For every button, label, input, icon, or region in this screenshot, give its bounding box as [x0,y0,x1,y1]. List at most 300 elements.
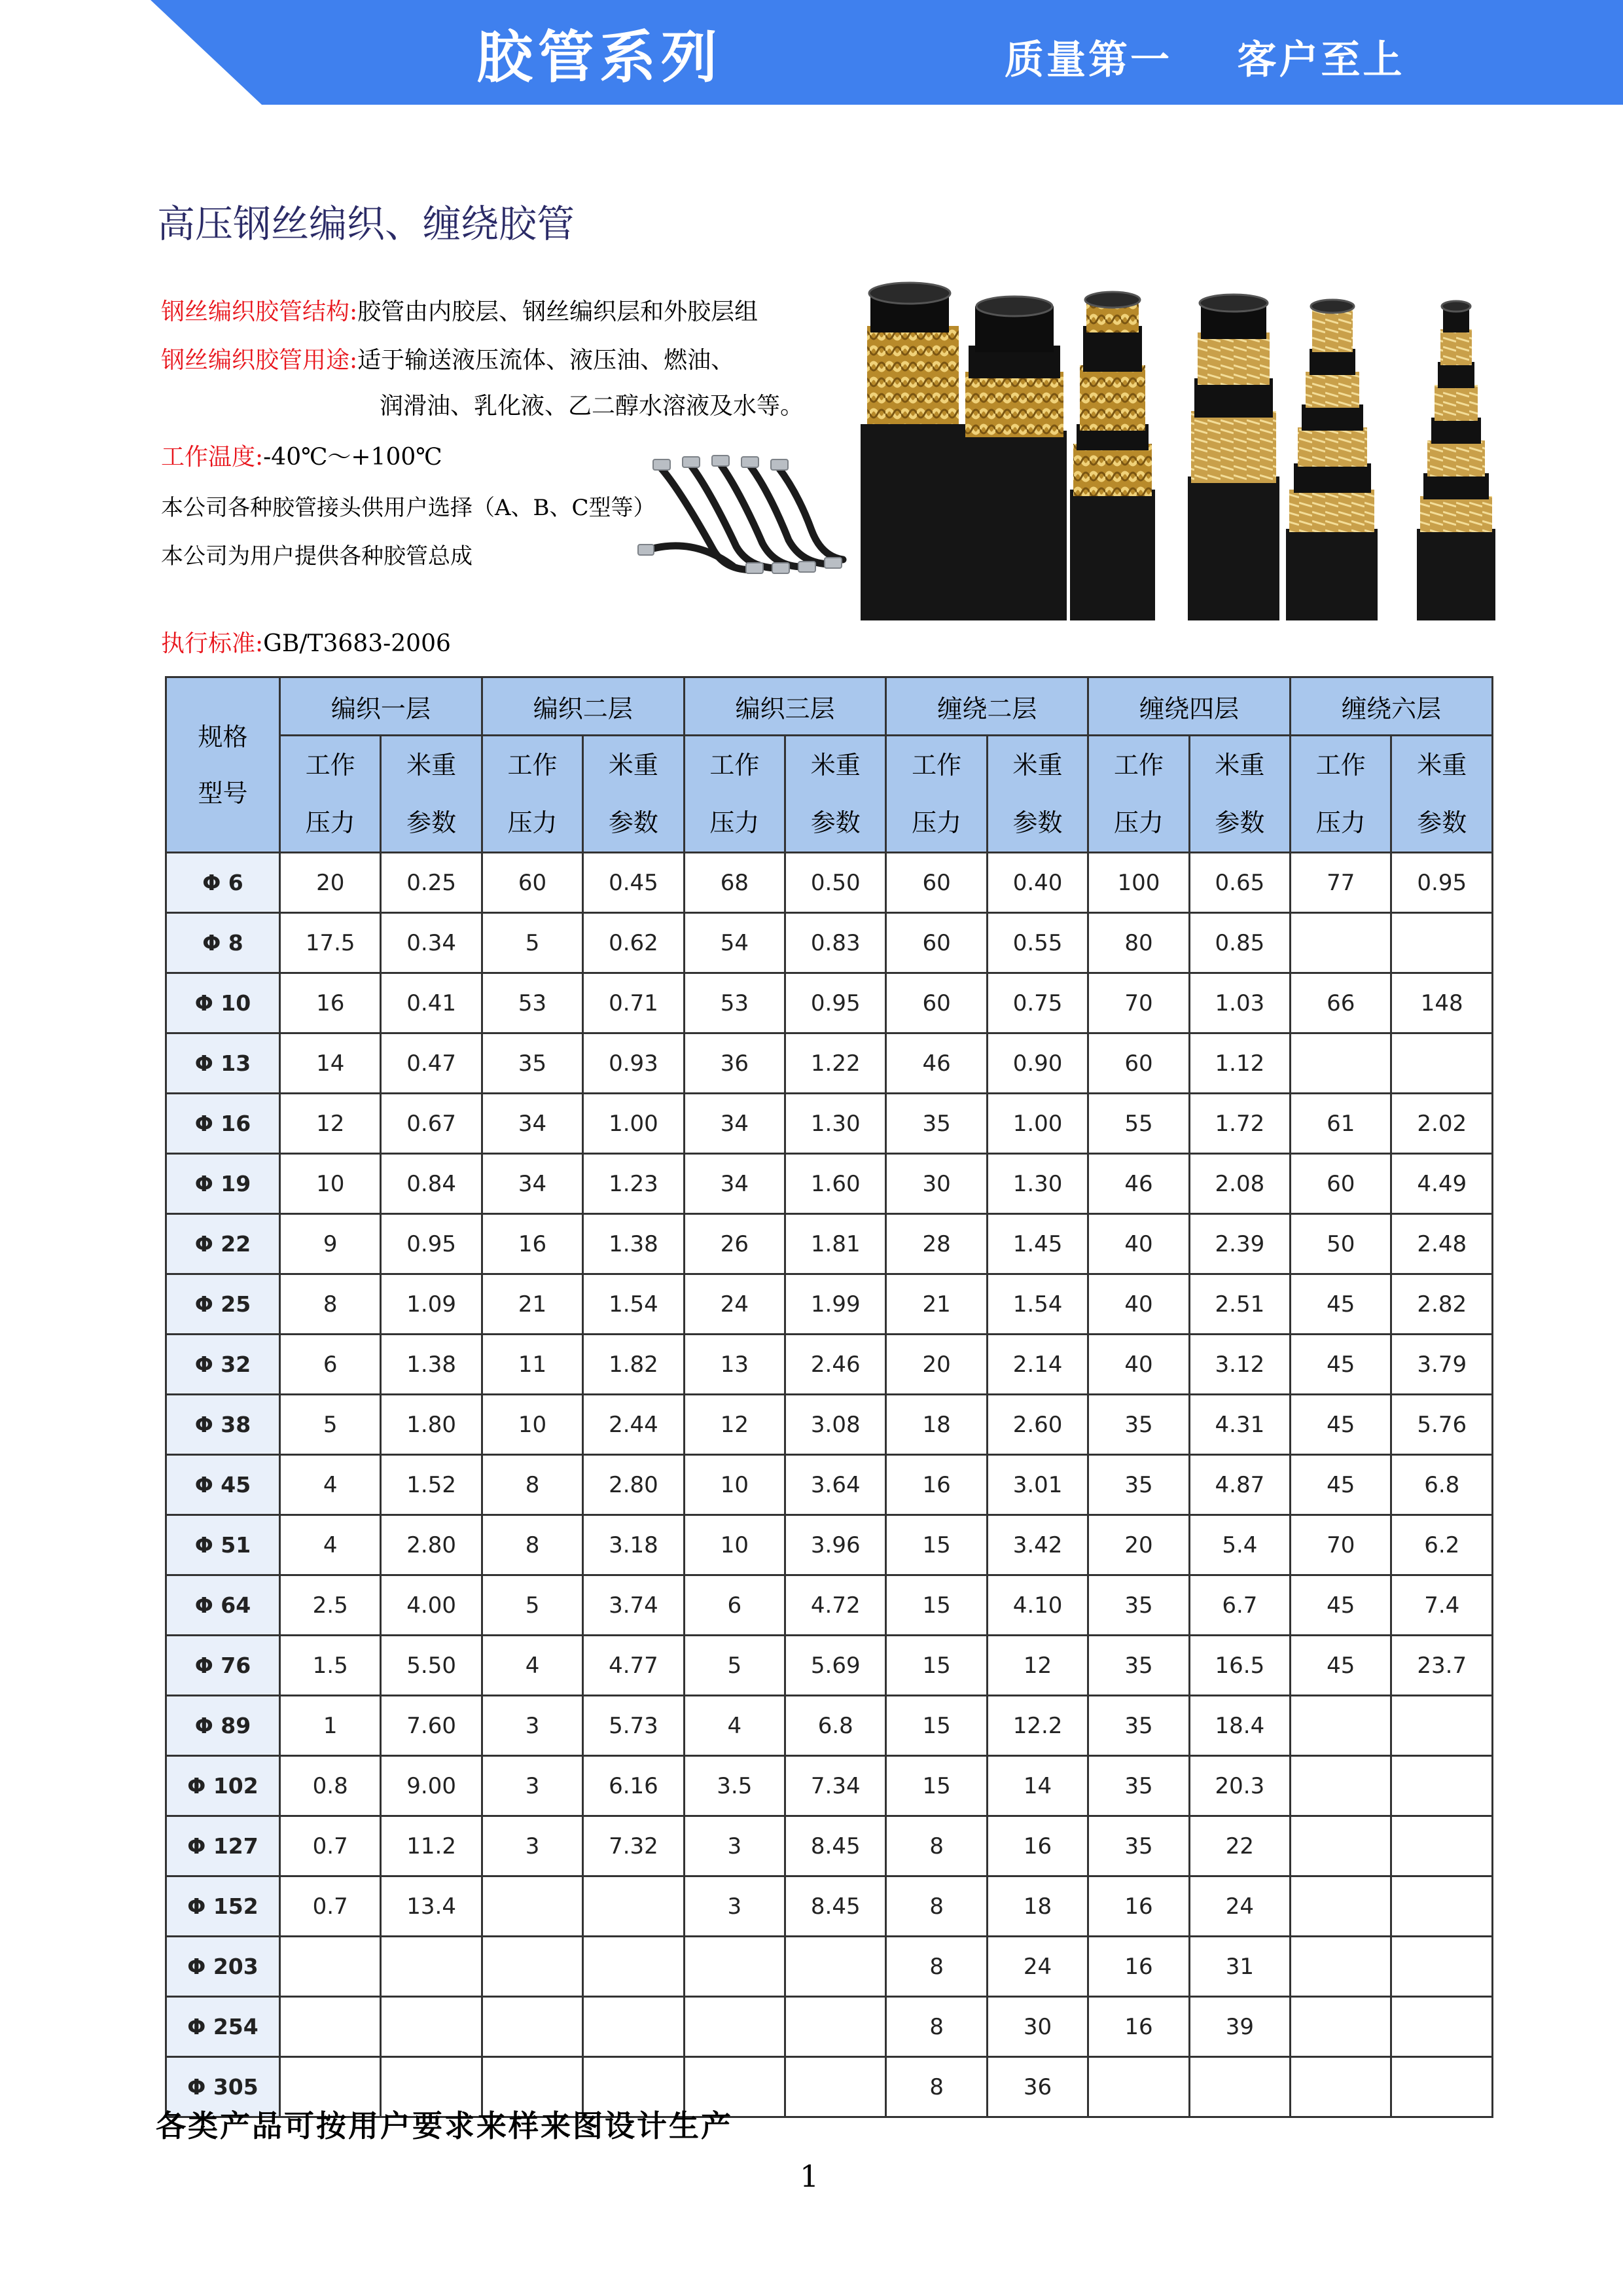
value-cell: 60 [1291,1154,1391,1214]
value-cell: 1.03 [1189,973,1290,1033]
value-cell: 45 [1291,1636,1391,1696]
value-cell: 1.09 [381,1274,482,1335]
value-cell: 1.38 [381,1335,482,1395]
value-cell: 8 [886,1876,987,1937]
size-cell: Φ 203 [166,1937,280,1997]
pressure-subheader-line2: 压力 [507,808,558,837]
table-header-row-sub [166,736,1493,853]
table-row [166,1636,1493,1696]
value-cell: 5 [280,1395,381,1455]
value-cell [583,1876,684,1937]
value-cell: 35 [1088,1696,1189,1756]
value-cell: 6 [684,1575,785,1636]
group-header: 缠绕六层 [1291,677,1493,736]
value-cell: 11.2 [381,1816,482,1876]
size-cell: Φ 19 [166,1154,280,1214]
value-cell: 45 [1291,1395,1391,1455]
value-cell: 0.8 [280,1756,381,1816]
value-cell: 8 [886,2057,987,2117]
value-cell: 3 [684,1876,785,1937]
value-cell: 22 [1189,1816,1290,1876]
size-cell: Φ 152 [166,1876,280,1937]
value-cell: 34 [482,1094,582,1154]
standard-text: GB/T3683-2006 [263,630,451,657]
value-cell: 1.5 [280,1636,381,1696]
hose-cross-section-image [854,280,1508,627]
value-cell: 0.41 [381,973,482,1033]
pressure-subheader-line1: 工作 [507,751,558,780]
hose-4 [1188,295,1279,620]
value-cell: 2.44 [583,1395,684,1455]
weight-subheader-line2: 参数 [810,808,861,837]
weight-subheader-line1: 米重 [1417,751,1467,780]
value-cell: 1.60 [785,1154,886,1214]
group-header: 编织三层 [684,677,886,736]
table-row [166,1696,1493,1756]
pressure-subheader-line1: 工作 [305,751,355,780]
value-cell [1391,1756,1493,1816]
section-title: 高压钢丝编织、缠绕胶管 [157,202,575,246]
value-cell: 77 [1291,853,1391,913]
value-cell: 1.54 [987,1274,1088,1335]
value-cell: 1.00 [583,1094,684,1154]
value-cell: 16 [1088,1937,1189,1997]
value-cell: 4.10 [987,1575,1088,1636]
page-number: 1 [800,2159,819,2194]
value-cell: 9.00 [381,1756,482,1816]
hose-assemblies-image [635,452,851,583]
value-cell: 5 [482,913,582,973]
value-cell: 3.5 [684,1756,785,1816]
value-cell: 0.83 [785,913,886,973]
value-cell: 34 [482,1154,582,1214]
value-cell: 1.23 [583,1154,684,1214]
spec-table [165,676,1493,2118]
value-cell: 7.34 [785,1756,886,1816]
value-cell: 15 [886,1696,987,1756]
value-cell: 4 [482,1636,582,1696]
value-cell: 4.87 [1189,1455,1290,1515]
temperature-line [161,439,442,472]
weight-subheader [987,736,1088,853]
value-cell: 53 [482,973,582,1033]
value-cell: 1.82 [583,1335,684,1395]
value-cell: 35 [886,1094,987,1154]
value-cell: 16 [280,973,381,1033]
value-cell: 1.00 [987,1094,1088,1154]
value-cell: 1.72 [1189,1094,1290,1154]
footer-note: 各类产品可按用户要求来样来图设计生产 [156,2108,733,2144]
value-cell: 0.45 [583,853,684,913]
value-cell [1291,1816,1391,1876]
table-row [166,1816,1493,1876]
table-row [166,1756,1493,1816]
weight-subheader [381,736,482,853]
value-cell: 1.54 [583,1274,684,1335]
value-cell: 15 [886,1515,987,1575]
value-cell: 1.30 [785,1094,886,1154]
value-cell: 18 [886,1395,987,1455]
hose-5 [1286,300,1378,620]
value-cell: 14 [280,1033,381,1094]
value-cell: 60 [1088,1033,1189,1094]
value-cell [785,1937,886,1997]
value-cell: 16 [482,1214,582,1274]
value-cell: 4.77 [583,1636,684,1696]
pressure-subheader [684,736,785,853]
value-cell: 12.2 [987,1696,1088,1756]
value-cell: 8.45 [785,1816,886,1876]
value-cell [1291,1876,1391,1937]
value-cell: 12 [684,1395,785,1455]
value-cell: 10 [684,1455,785,1515]
table-row [166,1274,1493,1335]
value-cell: 0.84 [381,1154,482,1214]
table-row [166,1033,1493,1094]
value-cell: 3.96 [785,1515,886,1575]
value-cell: 20 [1088,1515,1189,1575]
value-cell [684,1937,785,1997]
value-cell: 1.45 [987,1214,1088,1274]
value-cell [785,1997,886,2057]
value-cell [1291,1696,1391,1756]
value-cell: 0.7 [280,1876,381,1937]
size-cell: Φ 13 [166,1033,280,1094]
value-cell: 16 [1088,1997,1189,2057]
value-cell: 0.65 [1189,853,1290,913]
value-cell: 4.31 [1189,1395,1290,1455]
value-cell: 3.08 [785,1395,886,1455]
pressure-subheader-line1: 工作 [912,751,962,780]
pressure-subheader [886,736,987,853]
value-cell: 0.50 [785,853,886,913]
value-cell: 0.25 [381,853,482,913]
value-cell: 70 [1088,973,1189,1033]
value-cell: 8 [886,1997,987,2057]
value-cell: 0.85 [1189,913,1290,973]
value-cell: 36 [987,2057,1088,2117]
value-cell: 34 [684,1094,785,1154]
value-cell: 16 [987,1816,1088,1876]
value-cell: 5.50 [381,1636,482,1696]
table-row [166,973,1493,1033]
size-cell: Φ 10 [166,973,280,1033]
size-cell: Φ 16 [166,1094,280,1154]
value-cell: 6.8 [785,1696,886,1756]
value-cell: 3 [482,1816,582,1876]
table-row [166,1214,1493,1274]
value-cell: 2.39 [1189,1214,1290,1274]
weight-subheader-line2: 参数 [608,808,658,837]
value-cell [583,1937,684,1997]
value-cell: 60 [886,913,987,973]
value-cell [1391,913,1493,973]
value-cell: 16 [1088,1876,1189,1937]
value-cell: 30 [886,1154,987,1214]
weight-subheader-line1: 米重 [1215,751,1265,780]
usage-line [161,342,734,375]
value-cell: 0.40 [987,853,1088,913]
temperature-label: 工作温度: [161,444,264,471]
value-cell: 35 [1088,1816,1189,1876]
value-cell [482,1937,582,1997]
value-cell: 24 [987,1937,1088,1997]
value-cell: 8 [482,1515,582,1575]
value-cell: 2.08 [1189,1154,1290,1214]
value-cell: 18.4 [1189,1696,1290,1756]
weight-subheader-line2: 参数 [406,808,457,837]
value-cell: 4 [684,1696,785,1756]
size-cell: Φ 38 [166,1395,280,1455]
assembly-line: 本公司为用户提供各种胶管总成 [161,543,473,569]
fittings-line: 本公司各种胶管接头供用户选择（A、B、C型等） [161,495,656,521]
pressure-subheader-line1: 工作 [1315,751,1366,780]
value-cell: 21 [886,1274,987,1335]
structure-text: 胶管由内胶层、钢丝编织层和外胶层组 [357,298,758,325]
value-cell: 26 [684,1214,785,1274]
value-cell: 31 [1189,1937,1290,1997]
banner-slogan: 质量第一 客户至上 [1005,37,1405,83]
pressure-subheader-line2: 压力 [1113,808,1164,837]
value-cell: 6.8 [1391,1455,1493,1515]
value-cell: 16 [886,1455,987,1515]
weight-subheader [583,736,684,853]
pressure-subheader-line1: 工作 [709,751,760,780]
value-cell: 35 [482,1033,582,1094]
pressure-subheader-line2: 压力 [709,808,760,837]
value-cell: 4.00 [381,1575,482,1636]
value-cell [1391,1997,1493,2057]
value-cell: 7.4 [1391,1575,1493,1636]
pressure-subheader [1088,736,1189,853]
spec-table-body [166,853,1493,2117]
value-cell: 20.3 [1189,1756,1290,1816]
value-cell: 2.02 [1391,1094,1493,1154]
table-row [166,1937,1493,1997]
value-cell: 8 [886,1937,987,1997]
value-cell: 0.55 [987,913,1088,973]
value-cell: 36 [684,1033,785,1094]
value-cell [1291,1997,1391,2057]
value-cell: 20 [886,1335,987,1395]
value-cell: 0.62 [583,913,684,973]
value-cell: 40 [1088,1335,1189,1395]
value-cell: 45 [1291,1455,1391,1515]
group-header: 缠绕四层 [1088,677,1291,736]
value-cell: 6.16 [583,1756,684,1816]
value-cell: 35 [1088,1636,1189,1696]
corner-line1: 规格 [198,722,248,751]
value-cell: 1.52 [381,1455,482,1515]
value-cell: 3.64 [785,1455,886,1515]
value-cell: 5 [482,1575,582,1636]
value-cell: 100 [1088,853,1189,913]
size-cell: Φ 32 [166,1335,280,1395]
value-cell: 1.38 [583,1214,684,1274]
value-cell [1391,1937,1493,1997]
table-row [166,1997,1493,2057]
value-cell: 5.4 [1189,1515,1290,1575]
value-cell: 0.95 [1391,853,1493,913]
value-cell: 18 [987,1876,1088,1937]
value-cell: 0.75 [987,973,1088,1033]
value-cell: 1.12 [1189,1033,1290,1094]
value-cell: 10 [482,1395,582,1455]
value-cell: 6.7 [1189,1575,1290,1636]
value-cell: 20 [280,853,381,913]
value-cell: 40 [1088,1274,1189,1335]
usage-text: 适于输送液压流体、液压油、燃油、 [357,347,735,374]
hose-1 [861,283,972,620]
value-cell: 8 [280,1274,381,1335]
size-cell: Φ 305 [166,2057,280,2117]
value-cell: 35 [1088,1455,1189,1515]
value-cell [280,1937,381,1997]
value-cell [785,2057,886,2117]
weight-subheader-line1: 米重 [406,751,457,780]
value-cell: 7.60 [381,1696,482,1756]
usage-line-2: 润滑油、乳化液、乙二醇水溶液及水等。 [380,393,804,420]
weight-subheader [1391,736,1493,853]
value-cell: 12 [280,1094,381,1154]
value-cell: 46 [1088,1154,1189,1214]
value-cell [1088,2057,1189,2117]
value-cell: 5.76 [1391,1395,1493,1455]
value-cell: 3.18 [583,1515,684,1575]
value-cell: 148 [1391,973,1493,1033]
value-cell [1291,1756,1391,1816]
value-cell [1391,1696,1493,1756]
value-cell [381,1997,482,2057]
value-cell: 2.5 [280,1575,381,1636]
value-cell: 53 [684,973,785,1033]
value-cell [1391,2057,1493,2117]
table-header-row-groups [166,677,1493,736]
value-cell: 39 [1189,1997,1290,2057]
weight-subheader-line1: 米重 [810,751,861,780]
hose-3 [1070,292,1155,620]
weight-subheader-line2: 参数 [1215,808,1265,837]
standard-line [161,625,451,658]
value-cell [280,1997,381,2057]
value-cell: 1.99 [785,1274,886,1335]
value-cell: 3 [684,1816,785,1876]
pressure-subheader [280,736,381,853]
size-cell: Φ 127 [166,1816,280,1876]
value-cell: 15 [886,1575,987,1636]
table-row [166,913,1493,973]
value-cell [482,1997,582,2057]
table-row [166,1094,1493,1154]
value-cell: 35 [1088,1756,1189,1816]
value-cell [1291,1937,1391,1997]
value-cell: 13 [684,1335,785,1395]
table-row [166,853,1493,913]
value-cell: 4.72 [785,1575,886,1636]
value-cell: 13.4 [381,1876,482,1937]
value-cell: 2.80 [381,1515,482,1575]
value-cell: 8 [482,1455,582,1515]
value-cell: 11 [482,1335,582,1395]
value-cell: 55 [1088,1094,1189,1154]
value-cell: 0.95 [785,973,886,1033]
table-row [166,1455,1493,1515]
value-cell: 8.45 [785,1876,886,1937]
value-cell: 50 [1291,1214,1391,1274]
value-cell: 10 [280,1154,381,1214]
value-cell [1291,1033,1391,1094]
value-cell: 45 [1291,1335,1391,1395]
value-cell: 3.79 [1391,1335,1493,1395]
size-cell: Φ 8 [166,913,280,973]
table-row [166,1515,1493,1575]
value-cell [1391,1816,1493,1876]
value-cell: 2.48 [1391,1214,1493,1274]
temperature-text: -40℃～+100℃ [263,444,442,471]
table-row [166,1154,1493,1214]
value-cell: 0.93 [583,1033,684,1094]
hose-2 [965,296,1067,620]
value-cell: 68 [684,853,785,913]
value-cell: 4 [280,1515,381,1575]
value-cell: 0.95 [381,1214,482,1274]
usage-label: 钢丝编织胶管用途: [161,347,358,374]
value-cell [1391,1876,1493,1937]
value-cell: 4.49 [1391,1154,1493,1214]
value-cell: 3.42 [987,1515,1088,1575]
value-cell: 24 [684,1274,785,1335]
value-cell: 6 [280,1335,381,1395]
value-cell: 14 [987,1756,1088,1816]
value-cell: 28 [886,1214,987,1274]
value-cell: 10 [684,1515,785,1575]
value-cell: 3.12 [1189,1335,1290,1395]
value-cell: 0.71 [583,973,684,1033]
value-cell: 2.14 [987,1335,1088,1395]
size-cell: Φ 102 [166,1756,280,1816]
weight-subheader-line2: 参数 [1012,808,1063,837]
value-cell: 3.74 [583,1575,684,1636]
group-header: 缠绕二层 [886,677,1088,736]
value-cell: 66 [1291,973,1391,1033]
value-cell: 5.73 [583,1696,684,1756]
value-cell: 24 [1189,1876,1290,1937]
value-cell: 2.80 [583,1455,684,1515]
value-cell [684,1997,785,2057]
weight-subheader [785,736,886,853]
value-cell: 1 [280,1696,381,1756]
value-cell [1391,1033,1493,1094]
value-cell: 0.67 [381,1094,482,1154]
value-cell: 0.47 [381,1033,482,1094]
value-cell: 1.22 [785,1033,886,1094]
size-cell: Φ 6 [166,853,280,913]
value-cell: 2.60 [987,1395,1088,1455]
value-cell [583,1997,684,2057]
value-cell: 1.80 [381,1395,482,1455]
structure-line [161,293,758,327]
value-cell: 54 [684,913,785,973]
table-row [166,1335,1493,1395]
table-row [166,1395,1493,1455]
value-cell [1291,2057,1391,2117]
value-cell: 15 [886,1756,987,1816]
size-cell: Φ 76 [166,1636,280,1696]
value-cell [1189,2057,1290,2117]
size-cell: Φ 254 [166,1997,280,2057]
size-cell: Φ 45 [166,1455,280,1515]
value-cell: 60 [886,853,987,913]
